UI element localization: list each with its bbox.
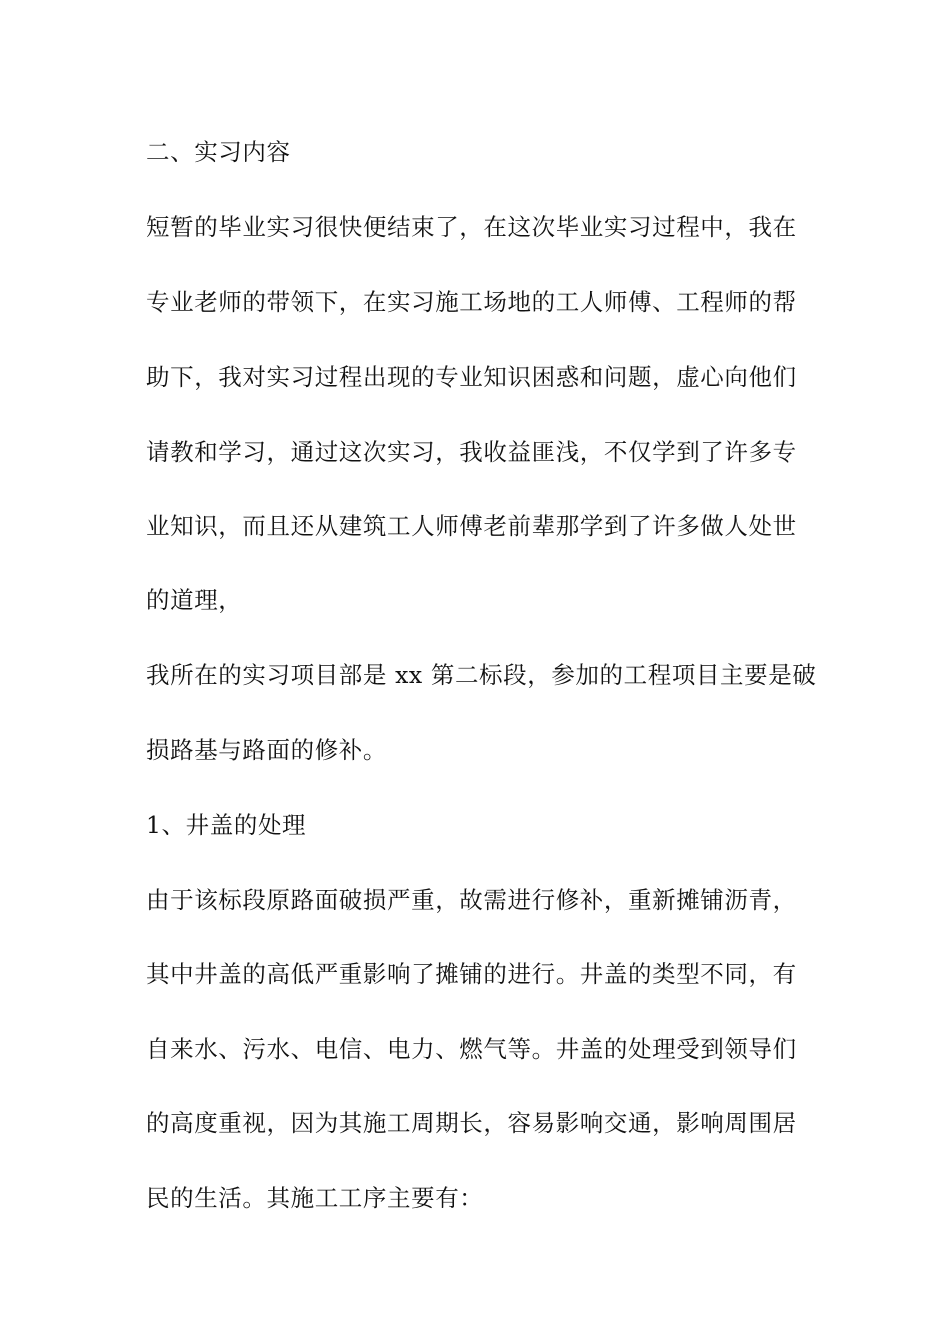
paragraph-line: 损路基与路面的修补。	[146, 736, 387, 764]
paragraph-line: 我所在的实习项目部是 xx 第二标段，参加的工程项目主要是破	[146, 661, 817, 689]
subsection-heading: 1、井盖的处理	[146, 811, 307, 839]
paragraph-line: 的道理，	[146, 586, 243, 614]
paragraph-line: 请教和学习，通过这次实习，我收益匪浅，不仅学到了许多专	[146, 438, 797, 466]
paragraph-line: 其中井盖的高低严重影响了摊铺的进行。井盖的类型不同，有	[146, 960, 797, 988]
section-heading: 二、实习内容	[146, 138, 291, 166]
paragraph-line: 自来水、污水、电信、电力、燃气等。井盖的处理受到领导们	[146, 1035, 797, 1063]
paragraph-line: 的高度重视，因为其施工周期长，容易影响交通，影响周围居	[146, 1109, 797, 1137]
paragraph-line: 由于该标段原路面破损严重，故需进行修补，重新摊铺沥青，	[146, 886, 797, 914]
paragraph-line: 助下，我对实习过程出现的专业知识困惑和问题，虚心向他们	[146, 363, 797, 391]
paragraph-line: 专业老师的带领下，在实习施工场地的工人师傅、工程师的帮	[146, 288, 797, 316]
paragraph-line: 短暂的毕业实习很快便结束了，在这次毕业实习过程中，我在	[146, 213, 797, 241]
paragraph-line: 业知识，而且还从建筑工人师傅老前辈那学到了许多做人处世	[146, 512, 797, 540]
paragraph-line: 民的生活。其施工工序主要有：	[146, 1184, 484, 1212]
